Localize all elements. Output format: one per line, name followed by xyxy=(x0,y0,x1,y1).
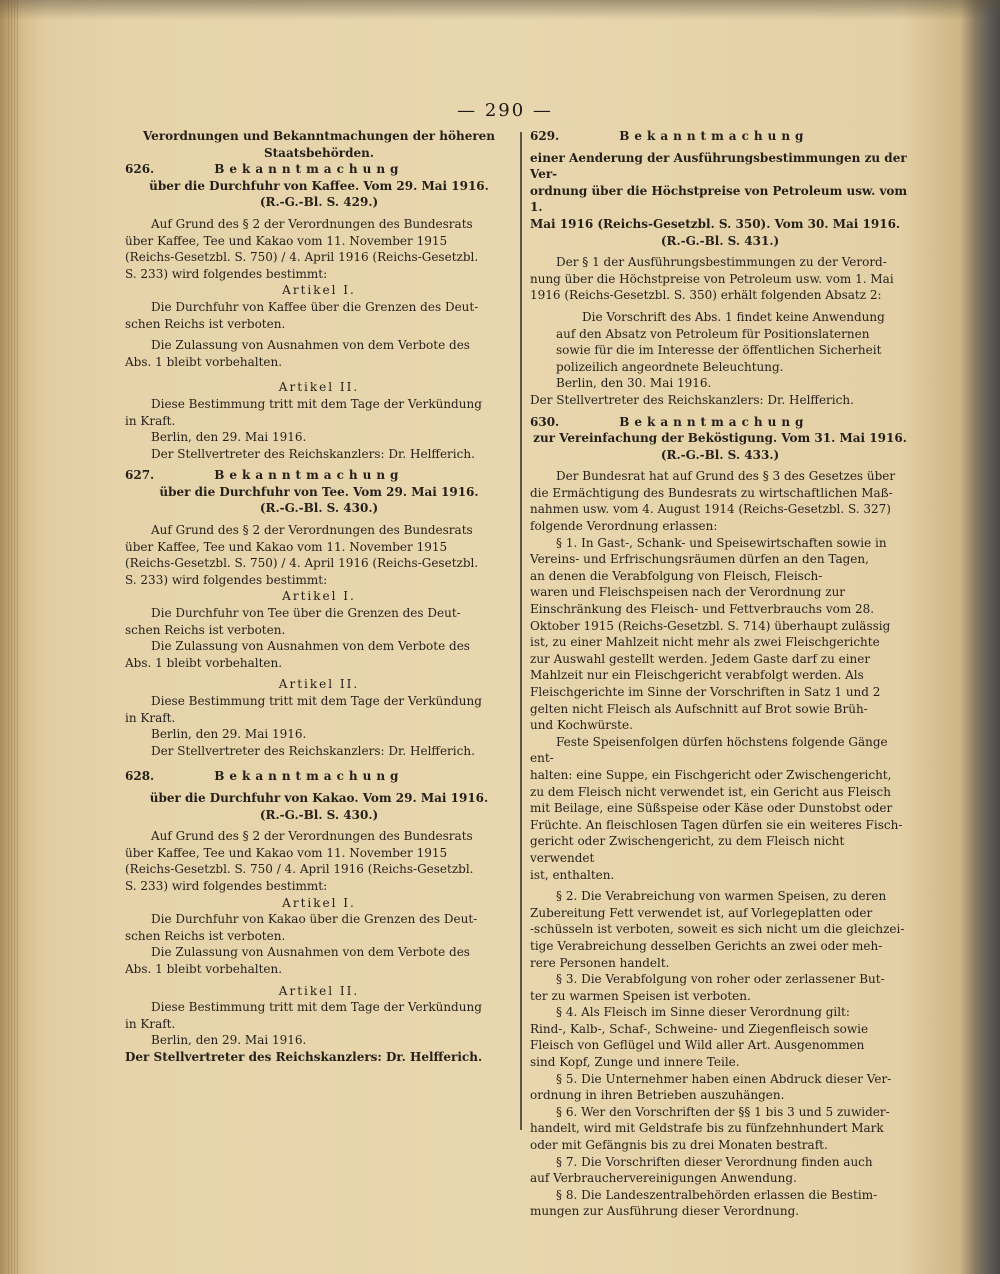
article-line: Abs. 1 bleibt vorbehalten. xyxy=(125,354,283,369)
paragraph-line: Vereins- und Erfrischungsräumen dürfen an den Tagen, xyxy=(530,552,869,567)
article-line: in Kraft. xyxy=(125,710,176,725)
notice-630 xyxy=(530,414,910,1221)
article-line: schen Reichs ist verboten. xyxy=(125,928,286,943)
intro-line: S. 233) wird folgendes bestimmt: xyxy=(125,878,328,893)
paragraph-line: zur Auswahl gestellt werden. Jedem Gaste darf zu einer xyxy=(530,651,871,666)
paragraph-line: ist, zu einer Mahlzeit nicht mehr als zwei Fleischgerichte xyxy=(530,635,880,650)
notice-subject-line: Mai 1916 (Reichs-Gesetzbl. S. 350). Vom 30. Mai 1916. xyxy=(530,216,901,231)
notice-subject-line: einer Aenderung der Ausführungsbestimmungen zu der Ver- xyxy=(530,150,907,182)
notice-date: Berlin, den 29. Mai 1916. xyxy=(151,727,307,742)
intro-line: S. 233) wird folgendes bestimmt: xyxy=(125,266,328,281)
paragraph-line: auf Verbrauchervereinigungen Anwendung. xyxy=(530,1171,797,1186)
article-title: Artikel II. xyxy=(278,983,360,998)
paragraph-line: Rind-, Kalb-, Schaf-, Schweine- und Ziegenfleisch sowie xyxy=(530,1021,869,1036)
article-line: Die Zulassung von Ausnahmen von dem Verbote des xyxy=(151,338,470,353)
notice-number: 628. xyxy=(125,769,155,784)
paragraph-line: -schüsseln ist verboten, soweit es sich nicht um die gleichzei- xyxy=(530,922,905,937)
paragraph-line: tige Verabreichung desselben Gerichts an zwei oder meh- xyxy=(530,938,883,953)
notice-subject-line: (R.-G.-Bl. S. 429.) xyxy=(259,195,379,210)
article-line: Diese Bestimmung tritt mit dem Tage der Verkündung xyxy=(151,1000,482,1015)
paragraph-line: § 2. Die Verabreichung von warmen Speisen, zu deren xyxy=(556,889,887,904)
paragraph-line: § 4. Als Fleisch im Sinne dieser Verordnung gilt: xyxy=(556,1005,850,1020)
right-column xyxy=(530,128,910,1220)
paragraph-line: ist, enthalten. xyxy=(530,867,615,882)
notice-signature: Der Stellvertreter des Reichskanzlers: Dr. Helfferich. xyxy=(125,1049,483,1064)
notice-heading: Bekanntmachung xyxy=(214,468,404,483)
paragraph-line: waren und Fleischspeisen nach der Verordnung zur xyxy=(530,585,846,600)
quote-line: polizeilich angeordnete Beleuchtung. xyxy=(556,359,784,374)
article-line: Die Durchfuhr von Kaffee über die Grenzen des Deut- xyxy=(151,299,479,314)
article-title: Artikel I. xyxy=(282,589,356,604)
notice-heading: Bekanntmachung xyxy=(214,162,404,177)
intro-line: über Kaffee, Tee und Kakao vom 11. November 1915 xyxy=(125,539,448,554)
paragraph-line: oder mit Gefängnis bis zu drei Monaten bestraft. xyxy=(530,1138,828,1153)
article-line: Abs. 1 bleibt vorbehalten. xyxy=(125,655,283,670)
intro-line: Auf Grund des § 2 der Verordnungen des Bundesrats xyxy=(151,829,473,844)
intro-line: nung über die Höchstpreise von Petroleum usw. vom 1. Mai xyxy=(530,271,894,286)
intro-line: Auf Grund des § 2 der Verordnungen des Bundesrats xyxy=(151,523,473,538)
paragraph-line: handelt, wird mit Geldstrafe bis zu fünfzehnhundert Mark xyxy=(530,1121,884,1136)
notice-number: 627. xyxy=(125,468,155,483)
paragraph-line: und Kochwürste. xyxy=(530,718,633,733)
notice-subject-line: (R.-G.-Bl. S. 431.) xyxy=(660,233,780,248)
notice-signature: Der Stellvertreter des Reichskanzlers: Dr. Helfferich. xyxy=(151,743,475,758)
intro-line: Der § 1 der Ausführungsbestimmungen zu der Verord- xyxy=(556,255,887,270)
paragraph-line: an denen die Verabfolgung von Fleisch, Fleisch- xyxy=(530,568,823,583)
quote-line: auf den Absatz von Petroleum für Positionslaternen xyxy=(556,326,870,341)
notice-626 xyxy=(125,161,513,462)
paragraph-line: § 8. Die Landeszentralbehörden erlassen die Bestim- xyxy=(556,1187,878,1202)
paragraph-line: gericht oder Zwischengericht, zu dem Fleisch nicht verwendet xyxy=(530,834,845,865)
article-line: in Kraft. xyxy=(125,413,176,428)
intro-line: die Ermächtigung des Bundesrats zu wirtschaftlichen Maß- xyxy=(530,485,893,500)
paragraph-line: Feste Speisenfolgen dürfen höchstens folgende Gänge ent- xyxy=(530,734,888,766)
notice-heading-line xyxy=(530,128,910,145)
intro-line: Auf Grund des § 2 der Verordnungen des Bundesrats xyxy=(151,216,473,231)
paragraph-line: Früchte. An fleischlosen Tagen dürfen sie ein weiteres Fisch- xyxy=(530,817,903,832)
section-title-line: Staatsbehörden. xyxy=(263,145,375,160)
paragraph-line: § 6. Wer den Vorschriften der §§ 1 bis 3 und 5 zuwider- xyxy=(556,1104,890,1119)
notice-heading: Bekanntmachung xyxy=(619,414,809,429)
left-column xyxy=(125,128,513,1065)
paragraph-line: rere Personen handelt. xyxy=(530,955,670,970)
notice-subject-line: über die Durchfuhr von Tee. Vom 29. Mai 1916. xyxy=(159,484,479,499)
intro-line: (Reichs-Gesetzbl. S. 750 / 4. April 1916 (Reichs-Gesetzbl. xyxy=(125,862,474,877)
article-line: Abs. 1 bleibt vorbehalten. xyxy=(125,961,283,976)
paragraph-line: § 5. Die Unternehmer haben einen Abdruck dieser Ver- xyxy=(556,1071,892,1086)
intro-line: über Kaffee, Tee und Kakao vom 11. November 1915 xyxy=(125,845,448,860)
notice-heading-line xyxy=(125,467,513,484)
notice-629 xyxy=(530,128,910,409)
notice-date: Berlin, den 29. Mai 1916. xyxy=(151,1033,307,1048)
quote-line: Die Vorschrift des Abs. 1 findet keine Anwendung xyxy=(582,309,885,324)
article-line: schen Reichs ist verboten. xyxy=(125,622,286,637)
notice-heading: Bekanntmachung xyxy=(214,769,404,784)
article-line: Die Zulassung von Ausnahmen von dem Verbote des xyxy=(151,945,470,960)
paragraph-line: Mahlzeit nur ein Fleischgericht verabfolgt werden. Als xyxy=(530,668,864,683)
quote-line: sowie für die im Interesse der öffentlichen Sicherheit xyxy=(556,343,882,358)
paragraph-line: gelten nicht Fleisch als Aufschnitt auf Brot sowie Brüh- xyxy=(530,701,868,716)
paragraph-line: halten: eine Suppe, ein Fischgericht oder Zwischengericht, xyxy=(530,767,892,782)
intro-line: folgende Verordnung erlassen: xyxy=(530,519,718,534)
paragraph-line: Fleisch von Geflügel und Wild aller Art. Ausgenommen xyxy=(530,1038,865,1053)
article-line: Diese Bestimmung tritt mit dem Tage der Verkündung xyxy=(151,694,482,708)
notice-number: 630. xyxy=(530,414,560,429)
paragraph-line: Fleischgerichte im Sinne der Vorschriften in Satz 1 und 2 xyxy=(530,685,881,699)
paragraph-line: Einschränkung des Fleisch- und Fettverbrauchs vom 28. xyxy=(530,602,875,617)
notice-heading: Bekanntmachung xyxy=(619,129,809,143)
paragraph-line: § 7. Die Vorschriften dieser Verordnung finden auch xyxy=(556,1154,873,1169)
notice-number: 626. xyxy=(125,162,155,177)
intro-line: Der Bundesrat hat auf Grund des § 3 des Gesetzes über xyxy=(556,469,896,484)
paragraph-line: zu dem Fleisch nicht verwendet ist, ein Gericht aus Fleisch xyxy=(530,784,892,799)
notice-subject-line: über die Durchfuhr von Kaffee. Vom 29. Mai 1916. xyxy=(149,178,489,193)
paragraph-line: Zubereitung Fett verwendet ist, auf Vorlegeplatten oder xyxy=(530,905,873,920)
paragraph-line: mungen zur Ausführung dieser Verordnung. xyxy=(530,1204,800,1219)
article-title: Artikel II. xyxy=(278,380,360,395)
notice-date: Berlin, den 29. Mai 1916. xyxy=(151,430,307,445)
paragraph-line: ordnung in ihren Betrieben auszuhängen. xyxy=(530,1088,785,1103)
article-line: Diese Bestimmung tritt mit dem Tage der Verkündung xyxy=(151,396,482,411)
intro-line: 1916 (Reichs-Gesetzbl. S. 350) erhält folgenden Absatz 2: xyxy=(530,288,882,303)
notice-number: 629. xyxy=(530,129,560,143)
notice-628 xyxy=(125,768,513,1065)
section-title-line: Verordnungen und Bekanntmachungen der höheren xyxy=(142,129,496,143)
notice-signature: Der Stellvertreter des Reichskanzlers: Dr. Helfferich. xyxy=(151,446,475,461)
notice-subject-line: (R.-G.-Bl. S. 433.) xyxy=(660,447,780,462)
article-title: Artikel I. xyxy=(282,895,356,910)
intro-line: über Kaffee, Tee und Kakao vom 11. November 1915 xyxy=(125,233,448,248)
notice-subject-line: zur Vereinfachung der Beköstigung. Vom 31. Mai 1916. xyxy=(533,431,907,446)
paragraph-line: § 1. In Gast-, Schank- und Speisewirtschaften sowie in xyxy=(556,535,887,550)
page-number: — 290 — xyxy=(457,100,553,121)
paragraph-line: ter zu warmen Speisen ist verboten. xyxy=(530,988,751,1003)
article-title: Artikel II. xyxy=(278,677,360,692)
article-line: Die Durchfuhr von Tee über die Grenzen des Deut- xyxy=(151,606,461,621)
paragraph-line: mit Beilage, eine Süßspeise oder Käse oder Dunstobst oder xyxy=(530,801,893,816)
paragraph-line: Oktober 1915 (Reichs-Gesetzbl. S. 714) überhaupt zulässig xyxy=(530,618,891,633)
intro-line: nahmen usw. vom 4. August 1914 (Reichs-Gesetzbl. S. 327) xyxy=(530,502,891,517)
paragraph-line: sind Kopf, Zunge und innere Teile. xyxy=(530,1055,740,1070)
article-line: Die Durchfuhr von Kakao über die Grenzen des Deut- xyxy=(151,912,478,927)
article-line: Die Zulassung von Ausnahmen von dem Verbote des xyxy=(151,639,470,654)
intro-line: (Reichs-Gesetzbl. S. 750) / 4. April 1916 (Reichs-Gesetzbl. xyxy=(125,250,479,265)
notice-signature: Der Stellvertreter des Reichskanzlers: Dr. Helfferich. xyxy=(530,392,854,407)
notice-627 xyxy=(125,467,513,759)
notice-heading-line xyxy=(125,161,513,178)
article-line: schen Reichs ist verboten. xyxy=(125,316,286,331)
paragraph-line: § 3. Die Verabfolgung von roher oder zerlassener But- xyxy=(556,972,885,987)
article-line: in Kraft. xyxy=(125,1016,176,1031)
notice-subject-line: (R.-G.-Bl. S. 430.) xyxy=(259,501,379,516)
intro-line: (Reichs-Gesetzbl. S. 750) / 4. April 1916 (Reichs-Gesetzbl. xyxy=(125,556,479,571)
notice-heading-line xyxy=(125,768,513,785)
article-title: Artikel I. xyxy=(282,283,356,298)
column-divider xyxy=(520,132,522,1130)
notice-subject-line: ordnung über die Höchstpreise von Petroleum usw. vom 1. xyxy=(530,183,908,215)
intro-line: S. 233) wird folgendes bestimmt: xyxy=(125,572,328,587)
notice-date: Berlin, den 30. Mai 1916. xyxy=(556,376,712,391)
notice-subject-line: (R.-G.-Bl. S. 430.) xyxy=(259,807,379,822)
notice-heading-line xyxy=(530,414,910,431)
notice-subject-line: über die Durchfuhr von Kakao. Vom 29. Mai 1916. xyxy=(149,790,489,805)
